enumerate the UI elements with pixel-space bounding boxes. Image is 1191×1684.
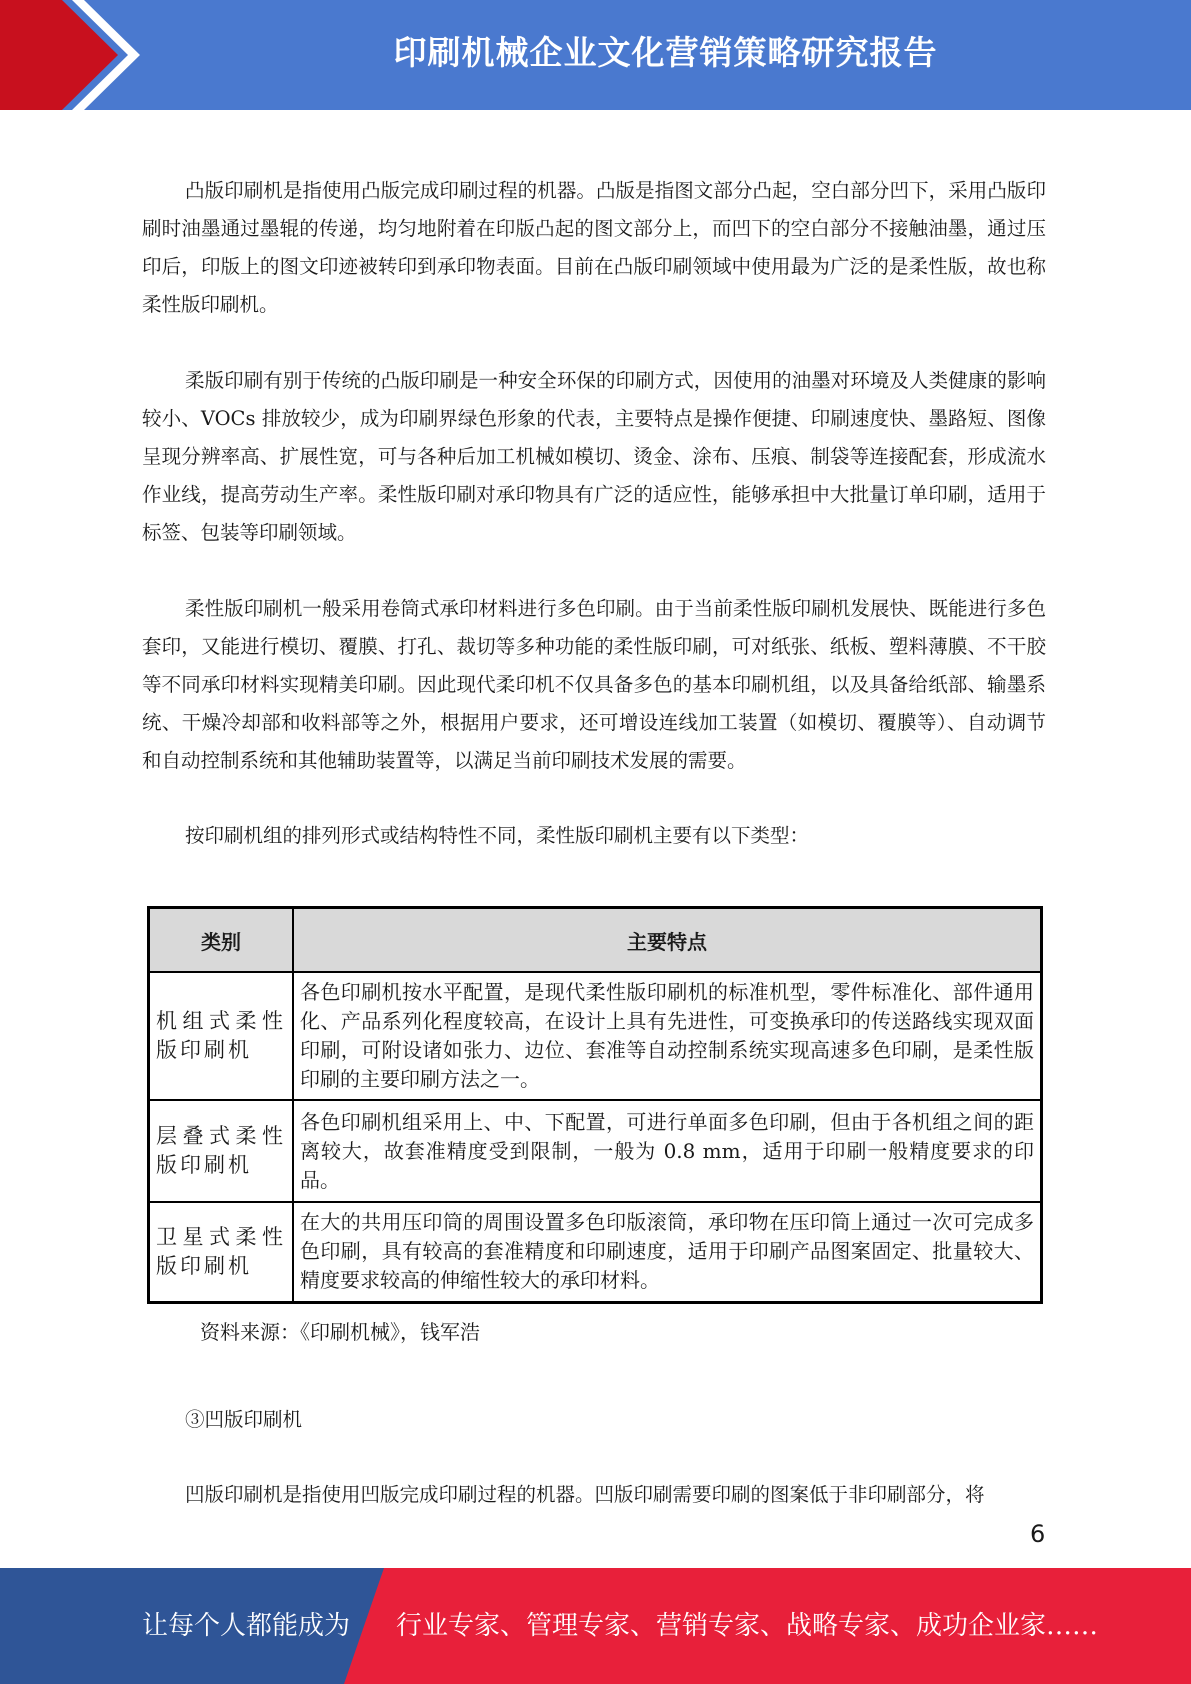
footer-slogan-right: 行业专家、管理专家、营销专家、战略专家、成功企业家…… bbox=[396, 1611, 1099, 1641]
footer-slogan-left: 让每个人都能成为 bbox=[142, 1611, 351, 1641]
table-header-category: 类别 bbox=[149, 908, 294, 973]
table-cell-category: 机组式柔性版印刷机 bbox=[149, 972, 294, 1100]
paragraph-flexo-machine: 柔性版印刷机一般采用卷筒式承印材料进行多色印刷。由于当前柔性版印刷机发展快、既能进行多色套印，又能进行模切、覆膜、打孔、裁切等多种功能的柔性版印刷，可对纸张、纸板、塑料薄膜、不干胶等不同承印材料实现精美印刷。因此现代柔印机不仅具备多色的基本印刷机组，以及具备给纸部、输墨系统、干燥冷却部和收料部等之外，根据用户要求，还可增设连线加工装置（如模切、覆膜等）、自动调节和自动控制系统和其他辅助装置等，以满足当前印刷技术发展的需要。 bbox=[142, 597, 1046, 772]
table-row bbox=[149, 1202, 1042, 1302]
table-cell-category: 层叠式柔性版印刷机 bbox=[149, 1100, 294, 1202]
paragraph-letterpress: 凸版印刷机是指使用凸版完成印刷过程的机器。凸版是指图文部分凸起，空白部分凹下，采用凸版印刷时油墨通过墨辊的传递，均匀地附着在印版凸起的图文部分上，而凹下的空白部分不接触油墨，通过压印后，印版上的图文印迹被转印到承印物表面。目前在凸版印刷领域中使用最为广泛的是柔性版，故也称柔性版印刷机。 bbox=[142, 179, 1046, 316]
page-number: 6 bbox=[1030, 1520, 1046, 1548]
paragraph-gravure: 凹版印刷机是指使用凹版完成印刷过程的机器。凹版印刷需要印刷的图案低于非印刷部分，将 bbox=[185, 1483, 985, 1506]
document-title: 印刷机械企业文化营销策略研究报告 bbox=[393, 33, 938, 72]
table-row bbox=[149, 972, 1042, 1100]
table-cell-features: 各色印刷机按水平配置，是现代柔性版印刷机的标准机型，零件标准化、部件通用化、产品系列化程度较高，在设计上具有先进性，可变换承印的传送路线实现双面印刷，可附设诸如张力、边位、套准等自动控制系统实现高速多色印刷，是柔性版印刷的主要印刷方法之一。 bbox=[293, 972, 1042, 1100]
table-cell-features: 在大的共用压印筒的周围设置多色印版滚筒，承印物在压印筒上通过一次可完成多色印刷，具有较高的套准精度和印刷速度，适用于印刷产品图案固定、批量较大、精度要求较高的伸缩性较大的承印材料。 bbox=[293, 1202, 1042, 1302]
footer-bar bbox=[0, 1568, 1191, 1684]
header-bar bbox=[0, 0, 1191, 110]
section-subheading: ③凹版印刷机 bbox=[185, 1408, 303, 1431]
table-row bbox=[149, 1100, 1042, 1202]
table-source-note: 资料来源：《印刷机械》，钱军浩 bbox=[200, 1320, 480, 1344]
table-header-features: 主要特点 bbox=[293, 908, 1042, 973]
header-arrow-decoration bbox=[0, 0, 150, 110]
table-cell-category: 卫星式柔性版印刷机 bbox=[149, 1202, 294, 1302]
paragraph-flexo-types: 按印刷机组的排列形式或结构特性不同，柔性版印刷机主要有以下类型： bbox=[185, 824, 810, 847]
paragraph-flexo-intro: 柔版印刷有别于传统的凸版印刷是一种安全环保的印刷方式，因使用的油墨对环境及人类健康的影响较小、VOCs 排放较少，成为印刷界绿色形象的代表，主要特点是操作便捷、印刷速度快、墨路短、图像呈现分辨率高、扩展性宽，可与各种后加工机械如模切、烫金、涂布、压痕、制袋等连接配套，形成流水作业线，提高劳动生产率。柔性版印刷对承印物具有广泛的适应性，能够承担中大批量订单印刷，适用于标签、包装等印刷领域。 bbox=[142, 369, 1046, 544]
table-header-row bbox=[149, 908, 1042, 973]
table-cell-features: 各色印刷机组采用上、中、下配置，可进行单面多色印刷，但由于各机组之间的距离较大，故套准精度受到限制，一般为 0.8 mm，适用于印刷一般精度要求的印品。 bbox=[293, 1100, 1042, 1202]
flexo-types-table bbox=[147, 906, 1043, 1304]
